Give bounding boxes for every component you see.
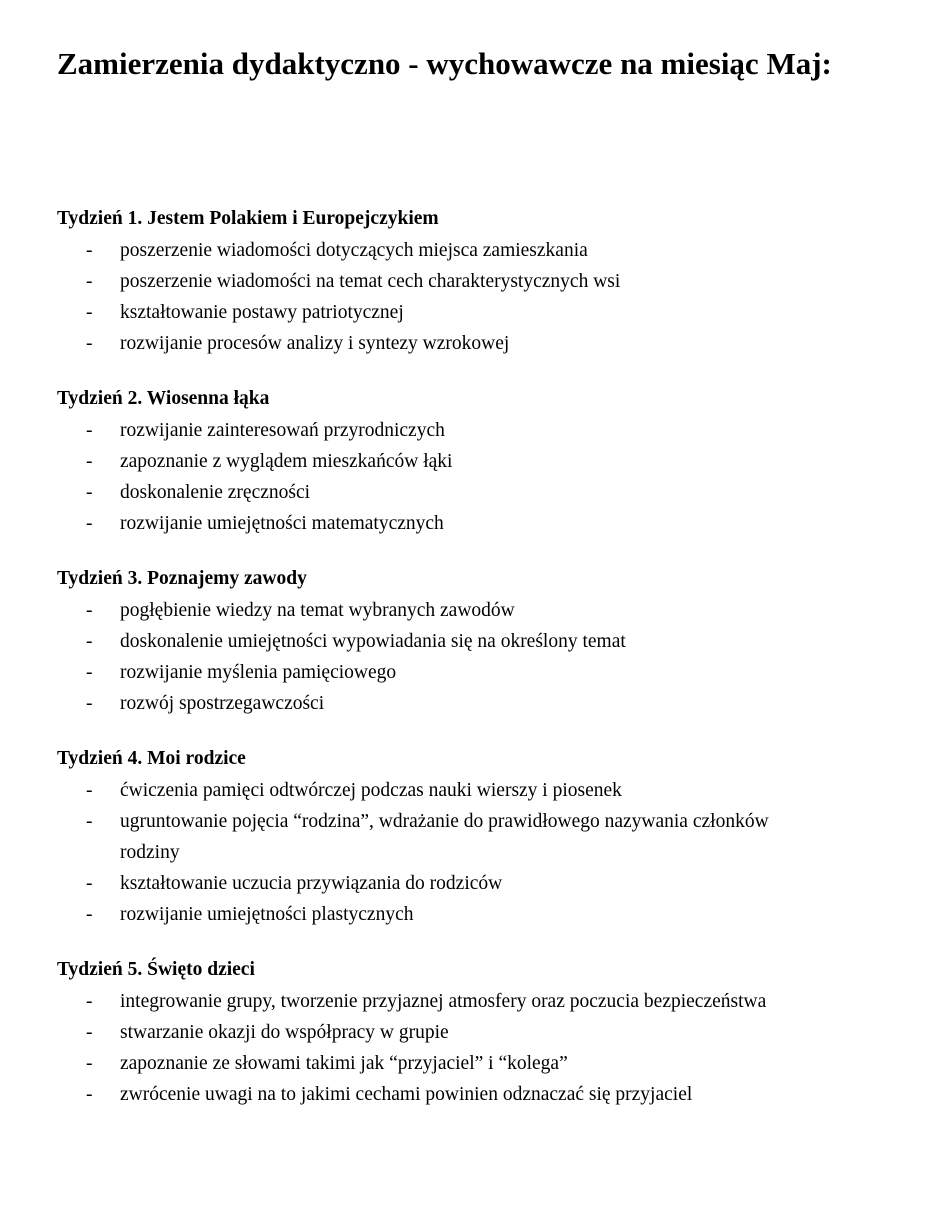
- list-item-text: ugruntowanie pojęcia “rodzina”, wdrażanie do prawidłowego nazywania członków rodziny: [120, 811, 769, 863]
- week-section-3: [57, 565, 897, 719]
- dash-bullet: -: [86, 482, 93, 503]
- list-item-text: rozwijanie umiejętności matematycznych: [120, 513, 444, 534]
- list-item: [57, 1079, 820, 1110]
- list-item-text: poszerzenie wiadomości na temat cech charakterystycznych wsi: [120, 271, 621, 292]
- dash-bullet: -: [86, 811, 93, 832]
- list-item: [57, 415, 820, 446]
- document-title: Zamierzenia dydaktyczno - wychowawcze na miesiąc Maj:: [57, 46, 832, 81]
- list-item-text: integrowanie grupy, tworzenie przyjaznej atmosfery oraz poczucia bezpieczeństwa: [120, 991, 767, 1012]
- list-item-text: zwrócenie uwagi na to jakimi cechami powinien odznaczać się przyjaciel: [120, 1084, 693, 1105]
- list-item-text: kształtowanie uczucia przywiązania do rodziców: [120, 873, 503, 894]
- dash-bullet: -: [86, 1084, 93, 1105]
- list-item-text: stwarzanie okazji do współpracy w grupie: [120, 1022, 449, 1043]
- list-item: [57, 235, 820, 266]
- list-item-text: doskonalenie zręczności: [120, 482, 311, 503]
- week-goal-list: [57, 986, 897, 1110]
- week-heading: Tydzień 4. Moi rodzice: [57, 748, 246, 769]
- week-goal-list: [57, 775, 897, 930]
- list-item-text: kształtowanie postawy patriotycznej: [120, 302, 404, 323]
- list-item: [57, 806, 820, 868]
- list-item: [57, 868, 820, 899]
- week-section-5: [57, 956, 897, 1110]
- list-item: [57, 595, 820, 626]
- dash-bullet: -: [86, 873, 93, 894]
- dash-bullet: -: [86, 333, 93, 354]
- dash-bullet: -: [86, 991, 93, 1012]
- list-item-text: rozwijanie procesów analizy i syntezy wzrokowej: [120, 333, 510, 354]
- week-section-1: [57, 205, 897, 359]
- list-item: [57, 328, 820, 359]
- list-item: [57, 899, 820, 930]
- list-item: [57, 626, 820, 657]
- list-item: [57, 297, 820, 328]
- dash-bullet: -: [86, 904, 93, 925]
- list-item-text: rozwój spostrzegawczości: [120, 693, 325, 714]
- list-item-text: ćwiczenia pamięci odtwórczej podczas nauki wierszy i piosenek: [120, 780, 622, 801]
- list-item: [57, 688, 820, 719]
- week-goal-list: [57, 235, 897, 359]
- list-item-text: zapoznanie z wyglądem mieszkańców łąki: [120, 451, 453, 472]
- week-heading: Tydzień 3. Poznajemy zawody: [57, 568, 307, 589]
- dash-bullet: -: [86, 240, 93, 261]
- dash-bullet: -: [86, 1053, 93, 1074]
- week-goal-list: [57, 415, 897, 539]
- week-goal-list: [57, 595, 897, 719]
- dash-bullet: -: [86, 600, 93, 621]
- dash-bullet: -: [86, 420, 93, 441]
- week-section-2: [57, 385, 897, 539]
- dash-bullet: -: [86, 302, 93, 323]
- list-item-text: zapoznanie ze słowami takimi jak “przyjaciel” i “kolega”: [120, 1053, 568, 1074]
- dash-bullet: -: [86, 271, 93, 292]
- list-item: [57, 1017, 820, 1048]
- list-item-text: poszerzenie wiadomości dotyczących miejsca zamieszkania: [120, 240, 588, 261]
- dash-bullet: -: [86, 513, 93, 534]
- week-heading: Tydzień 1. Jestem Polakiem i Europejczykiem: [57, 208, 439, 229]
- list-item: [57, 508, 820, 539]
- list-item-text: rozwijanie umiejętności plastycznych: [120, 904, 414, 925]
- list-item-text: rozwijanie myślenia pamięciowego: [120, 662, 397, 683]
- list-item-text: pogłębienie wiedzy na temat wybranych zawodów: [120, 600, 515, 621]
- list-item-text: doskonalenie umiejętności wypowiadania się na określony temat: [120, 631, 626, 652]
- week-section-4: [57, 745, 897, 930]
- list-item: [57, 266, 820, 297]
- dash-bullet: -: [86, 693, 93, 714]
- list-item-text: rozwijanie zainteresowań przyrodniczych: [120, 420, 445, 441]
- dash-bullet: -: [86, 451, 93, 472]
- week-heading: Tydzień 5. Święto dzieci: [57, 959, 255, 980]
- list-item: [57, 446, 820, 477]
- dash-bullet: -: [86, 1022, 93, 1043]
- weeks-list: [57, 205, 897, 1136]
- week-heading: Tydzień 2. Wiosenna łąka: [57, 388, 270, 409]
- list-item: [57, 657, 820, 688]
- dash-bullet: -: [86, 662, 93, 683]
- list-item: [57, 775, 820, 806]
- list-item: [57, 986, 820, 1017]
- dash-bullet: -: [86, 780, 93, 801]
- list-item: [57, 477, 820, 508]
- dash-bullet: -: [86, 631, 93, 652]
- list-item: [57, 1048, 820, 1079]
